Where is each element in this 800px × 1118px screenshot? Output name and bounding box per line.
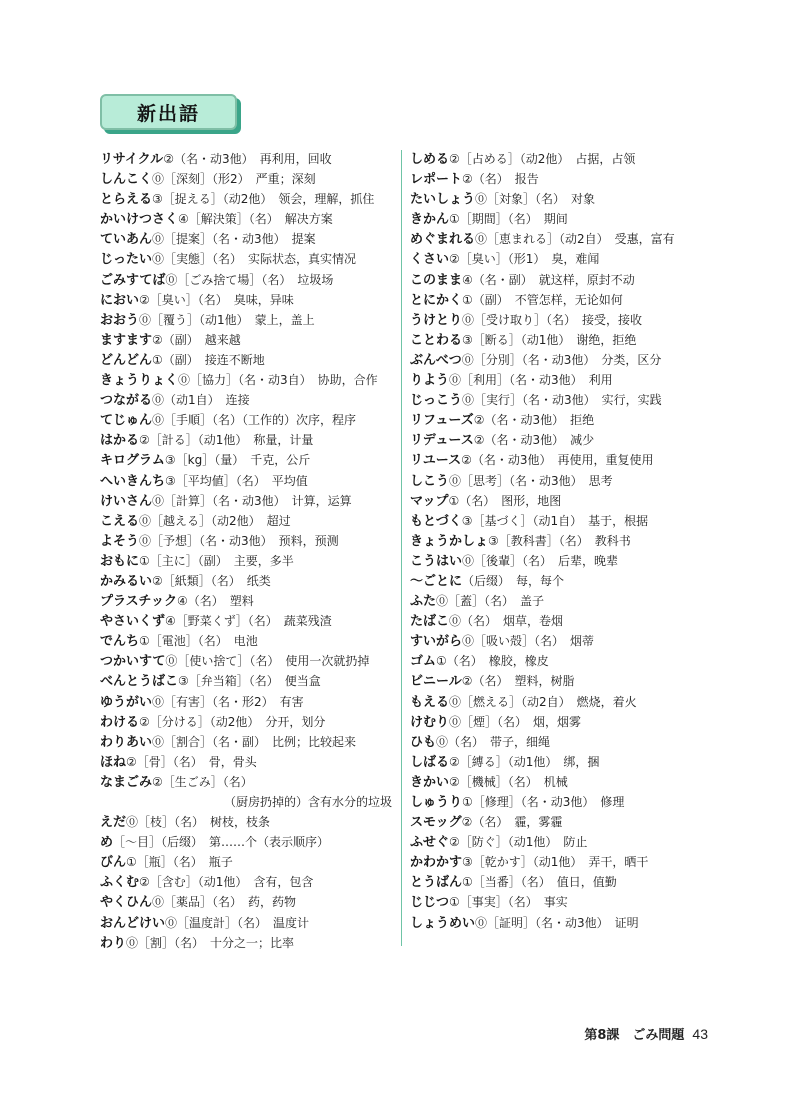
vocab-definition: ②［臭い］（形1） 臭，难闻 [449,252,600,267]
vocab-definition: ⓪［提案］（名・动3他） 提案 [152,232,316,247]
vocab-reading: こうはい [410,553,463,569]
vocab-definition: ①［修理］（名・动3他） 修理 [462,795,625,809]
vocab-reading: ふせぐ [410,835,450,851]
vocab-reading: じじつ [410,895,450,911]
vocab-reading: ひも [410,734,437,750]
vocab-entry [100,290,396,310]
vocab-entry [100,752,396,772]
vocab-entry [410,270,710,290]
vocab-definition: ⓪［越える］（动2他） 超过 [139,513,291,528]
vocab-definition: ②（名・动3他） 再使用，重复使用 [461,453,654,468]
vocab-reading: はかる [100,433,140,449]
vocab-entry [410,692,710,712]
vocab-entry [410,169,710,189]
vocab-definition: ②（副） 越来越 [152,332,241,347]
vocab-reading: てじゅん [100,413,153,429]
vocab-entry [100,712,396,732]
vocab-reading: しばる [410,754,450,770]
vocab-definition: ③［平均値］（名） 平均值 [165,473,308,488]
vocab-definition: ③［kg］（量） 千克，公斤 [164,453,311,468]
vocab-reading: べんとうばこ [100,674,179,690]
vocab-definition: ①［主に］（副） 主要，多半 [139,553,294,568]
vocab-entry [100,732,396,752]
vocab-reading: りよう [410,373,450,389]
page-footer [584,1024,708,1043]
vocab-entry [100,390,396,410]
vocab-entry [100,933,396,953]
vocab-definition: ①（名） 橡胶，橡皮 [436,654,549,669]
vocab-entry [100,651,396,671]
vocab-entry [410,370,710,390]
vocab-entry [100,591,396,611]
vocab-reading: けいさん [100,493,153,509]
vocab-entry [410,772,710,792]
vocab-entry [410,571,710,591]
vocab-reading: マップ [410,493,449,509]
vocab-reading: このまま [410,272,463,288]
vocab-reading: わける [100,714,140,730]
vocab-reading: うけとり [410,312,463,328]
vocab-entry [100,310,396,330]
vocab-entry [100,370,396,390]
vocabulary-column-left [100,149,396,953]
vocab-reading: ぶんべつ [410,352,462,368]
vocab-definition: ③［弁当箱］（名） 便当盒 [178,674,321,689]
vocab-entry [410,892,710,912]
vocab-reading: やさいくず [100,614,166,630]
vocab-entry [100,872,396,892]
vocab-definition: ①［瓶］（名） 瓶子 [126,855,233,870]
vocab-reading: つながる [100,393,153,409]
vocab-entry [100,812,396,832]
vocab-reading: ことわる [410,332,463,348]
vocab-reading: とうばん [410,875,463,891]
vocab-reading: きょうかしょ [410,533,489,549]
vocab-reading: リユース [410,453,462,469]
vocab-definition: ④［野菜くず］（名） 蔬菜残渣 [165,614,332,629]
vocab-reading: よそう [100,533,140,549]
vocab-definition: ④（名） 塑料 [176,594,254,609]
vocab-reading: とらえる [100,192,153,208]
vocab-reading: しめる [410,152,450,167]
vocab-entry [100,330,396,350]
vocab-reading: かいけつさく [100,212,179,228]
section-title: 新出語 [136,102,200,125]
vocab-entry [410,732,710,752]
vocab-reading: たいしょう [410,192,476,208]
vocab-reading: なまごみ [100,774,153,790]
vocab-entry [410,450,710,470]
vocab-reading: とにかく [410,292,463,308]
vocab-entry [100,410,396,430]
vocab-entry [410,390,710,410]
vocab-entry [100,611,396,631]
vocab-definition: ②（名） 报告 [462,172,539,187]
vocab-reading: におい [100,292,140,308]
vocab-reading: でんち [100,634,140,650]
vocab-entry [410,531,710,551]
vocab-entry [100,571,396,591]
vocab-definition: ②［機械］（名） 机械 [449,774,568,789]
vocab-definition: ③［乾かす］（动1他） 弄干，晒干 [462,855,649,870]
vocab-entry [100,892,396,912]
vocab-entry [410,330,710,350]
vocab-definition: ⓪［恵まれる］（动2自） 受惠，富有 [475,232,675,247]
vocab-entry [100,169,396,189]
vocab-reading: リサイクル [100,152,164,167]
vocab-definition: ⓪［燃える］（动2自） 燃烧，着火 [449,694,637,709]
vocab-definition: ⓪［吸い殻］（名） 烟蒂 [462,634,595,649]
vocab-entry [410,471,710,491]
vocab-reading: めぐまれる [410,232,476,248]
vocab-entry [410,249,710,269]
vocab-entry [410,832,710,852]
vocab-entry [410,189,710,209]
vocab-reading: スモッグ [410,815,462,831]
vocab-entry [410,651,710,671]
vocab-definition: ⓪［受け取り］（名） 接受，接收 [462,312,643,327]
vocab-entry [410,792,710,812]
vocab-definition: ⓪［利用］（名・动3他） 利用 [449,373,613,388]
vocab-definition: ②［含む］（动1他） 含有，包含 [139,875,314,890]
vocab-definition: ⓪［手順］（名）（工作的）次序，程序 [152,413,357,428]
vocab-entry [410,752,710,772]
vocab-entry [100,450,396,470]
vocab-reading: じっこう [410,393,463,409]
vocab-reading: キログラム [100,453,165,469]
vocab-definition: ②［防ぐ］（动1他） 防止 [449,835,588,850]
vocab-entry [100,270,396,290]
vocab-definition: ⓪［予想］（名・动3他） 预料，预测 [139,533,339,548]
chapter-label: 第8課 ごみ問題 [584,1028,685,1043]
vocab-entry [100,832,396,852]
vocab-entry [100,249,396,269]
vocab-reading: ゴム [410,654,437,670]
vocab-reading: もとづく [410,513,462,529]
vocab-definition: ②（名） 塑料，树脂 [461,674,575,689]
vocab-reading: しゅうり [410,795,463,810]
vocab-reading: わりあい [100,734,153,750]
vocab-reading: びん [100,855,127,871]
vocab-entry [410,812,710,832]
vocab-definition: ②（名・动3他） 拒绝 [473,413,595,428]
vocab-entry [410,631,710,651]
vocab-definition: ①［電池］（名） 电池 [139,634,258,649]
vocab-definition: ⓪［枝］（名） 树枝，枝条 [126,815,271,830]
vocab-definition: ④［解決策］（名） 解决方案 [178,212,333,227]
vocab-reading: かみるい [100,573,153,589]
vocab-definition: ③［断る］（动1他） 谢绝，拒绝 [462,332,637,347]
vocab-definition: ④（名・副） 就这样，原封不动 [462,272,635,287]
vocab-definition: ⓪［使い捨て］（名） 使用一次就扔掉 [165,654,370,669]
vocab-definition: ①（名） 图形，地图 [448,493,562,508]
vocab-reading: かわかす [410,855,463,871]
vocab-entry [410,350,710,370]
vocab-definition: ⓪［実行］（名・动3他） 实行，实践 [462,393,662,408]
vocab-reading: じったい [100,252,153,268]
vocab-reading: ていあん [100,232,153,248]
vocab-reading: しょうめい [410,915,476,931]
vocab-entry [410,430,710,450]
vocab-reading: きかん [410,212,450,228]
vocab-reading: きょうりょく [100,373,179,389]
vocab-definition: ①（副） 接连不断地 [152,352,265,367]
vocab-entry [410,671,710,691]
vocab-entry [410,310,710,330]
vocab-definition: ⓪（名） 带子，细绳 [436,734,551,749]
vocab-definition: ③［教科書］（名） 教科书 [488,533,631,548]
vocab-definition: ②［縛る］（动1他） 绑，捆 [449,754,600,769]
vocab-definition: ⓪（名） 烟草，卷烟 [449,614,564,629]
vocab-definition: ①［期間］（名） 期间 [449,212,568,227]
vocab-reading: どんどん [100,352,153,368]
vocab-reading: レポート [410,172,463,188]
vocab-reading: やくひん [100,895,153,911]
vocab-reading: ふた [410,594,437,610]
vocab-entry [410,852,710,872]
vocab-entry [100,671,396,691]
vocab-definition: ⓪［有害］（名・形2） 有害 [152,694,304,709]
vocab-definition: ②［臭い］（名） 臭味，异味 [139,292,294,307]
vocab-definition: ②［骨］（名） 骨，骨头 [126,754,257,769]
vocab-reading: ビニール [410,674,462,690]
vocab-definition: ⓪［薬品］（名） 药，药物 [152,895,297,910]
vocab-definition: ⓪［蓋］（名） 盖子 [436,594,545,609]
vocab-entry [410,511,710,531]
vocab-entry-continuation [100,792,396,812]
vocab-entry [100,631,396,651]
vocab-reading: わり [100,935,127,951]
vocab-definition: ⓪［覆う］（动1他） 蒙上，盖上 [139,312,315,327]
vocab-definition: ②（名・动3他） 减少 [473,433,595,448]
vocab-reading: おんどけい [100,915,166,931]
vocab-definition: ①（副） 不管怎样，无论如何 [462,292,623,307]
vocab-definition: ⓪［ごみ捨て場］（名） 垃圾场 [165,272,334,287]
vocab-definition: ②［分ける］（动2他） 分开，划分 [139,714,326,729]
vocab-definition: ⓪［深刻］（形2） 严重；深刻 [152,172,316,187]
vocab-definition: ⓪［煙］（名） 烟，烟雾 [449,714,582,729]
vocab-definition: ⓪（动1自） 连接 [152,393,250,408]
vocab-definition: ①［事実］（名） 事实 [449,895,568,910]
vocab-definition: ②［紙類］（名） 纸类 [152,573,271,588]
vocab-reading: つかいすて [100,654,166,670]
vocab-entry [410,712,710,732]
vocab-definition: ⓪［実態］（名） 实际状态，真实情况 [152,252,357,267]
vocab-definition: ②［計る］（动1他） 称量，计量 [139,433,314,448]
vocab-entry [410,290,710,310]
vocab-reading: ふくむ [100,875,140,891]
vocab-entry [410,149,710,169]
vocab-reading: けむり [410,714,450,730]
vocab-entry [410,491,710,511]
vocab-entry [410,410,710,430]
vocab-entry [410,591,710,611]
vocab-entry [410,611,710,631]
vocab-definition: ⓪［証明］（名・动3他） 证明 [475,915,639,930]
vocab-reading: ～ごとに [410,573,463,589]
page-number: 43 [692,1026,708,1042]
vocab-entry [100,350,396,370]
vocab-entry [100,772,396,792]
vocab-reading: リデュース [410,433,474,449]
vocab-definition: ⓪［計算］（名・动3他） 计算，运算 [152,493,352,508]
vocab-reading: しんこく [100,172,153,188]
vocab-entry [100,692,396,712]
vocab-reading: プラスチック [100,594,177,610]
vocab-entry [100,189,396,209]
vocab-definition: ［～目］（后缀） 第……个（表示顺序） [113,835,330,850]
vocab-definition: （厨房扔掉的）含有水分的垃圾 [223,795,392,809]
vocab-entry [410,913,710,933]
vocab-definition: （后缀） 每，每个 [462,573,565,588]
vocab-entry [100,913,396,933]
vocab-definition: ③［基づく］（动1自） 基于，根据 [461,513,649,528]
vocab-reading: ごみすてば [100,272,166,288]
vocabulary-column-right [410,149,710,933]
vocab-reading: おおう [100,312,140,328]
vocab-reading: えだ [100,815,127,831]
vocab-entry [100,229,396,249]
vocab-definition: ⓪［割合］（名・副） 比例；比较起来 [152,734,357,749]
vocab-definition: ③［捉える］（动2他） 领会，理解，抓住 [152,192,375,207]
vocab-reading: ますます [100,332,153,348]
vocab-entry [100,149,396,169]
vocab-reading: たばこ [410,614,450,630]
vocab-definition: ⓪［割］（名） 十分之一；比率 [126,935,295,950]
vocab-entry [100,471,396,491]
vocab-definition: ②（名） 霾，雾霾 [461,815,563,830]
vocab-reading: へいきんち [100,473,166,489]
vocab-entry [100,491,396,511]
vocab-reading: おもに [100,553,140,569]
vocab-reading: ほね [100,754,127,770]
vocab-reading: め [100,835,114,851]
vocab-entry [410,872,710,892]
vocab-reading: もえる [410,694,450,710]
vocab-definition: ⓪［後輩］（名） 后辈，晚辈 [462,553,619,568]
vocab-entry [100,551,396,571]
vocab-entry [100,209,396,229]
vocab-definition: ⓪［思考］（名・动3他） 思考 [449,473,613,488]
vocab-reading: こえる [100,513,140,529]
vocab-definition: ②（名・动3他） 再利用，回收 [163,152,332,166]
vocab-definition: ⓪［分別］（名・动3他） 分类，区分 [461,352,662,367]
vocab-definition: ②［占める］（动2他） 占据，占领 [449,152,636,166]
vocab-definition: ⓪［協力］（名・动3自） 协助，合作 [178,373,378,388]
vocab-entry [410,209,710,229]
vocab-entry [100,852,396,872]
vocab-reading: きかい [410,774,450,790]
vocab-entry [100,531,396,551]
section-title-banner [100,94,237,130]
vocab-reading: くさい [410,252,450,268]
vocab-definition: ⓪［温度計］（名） 温度计 [165,915,310,930]
vocab-entry [100,430,396,450]
vocab-definition: ⓪［対象］（名） 对象 [475,192,596,207]
vocab-reading: ゆうがい [100,694,153,710]
vocab-definition: ②［生ごみ］（名） [152,774,253,789]
column-divider [401,150,402,946]
vocab-definition: ①［当番］（名） 值日，值勤 [462,875,617,890]
vocab-reading: しこう [410,473,450,489]
vocab-reading: リフューズ [410,413,474,429]
vocab-entry [410,229,710,249]
vocab-reading: すいがら [410,634,463,650]
vocab-entry [100,511,396,531]
vocab-entry [410,551,710,571]
